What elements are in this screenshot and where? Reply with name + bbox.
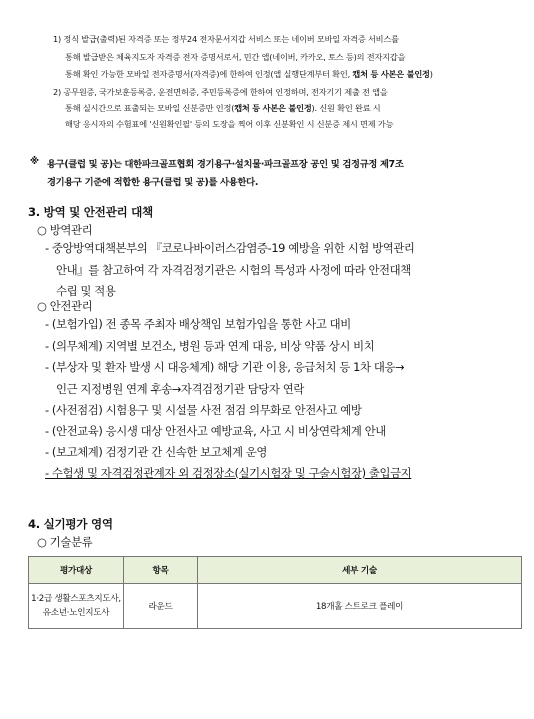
header-target: 평가대상 [29,557,124,584]
subheading-skill-classification: ○ 기술분류 [37,535,93,549]
note-1-line-3 [65,69,433,80]
cell-target [29,584,124,629]
cell-item: 라운드 [124,584,198,629]
note-2-line-3: 해당 응시자의 수험표에 '신원확인필' 등의 도장을 찍어 이후 신분확인 시 신분증 제시 면제 가능 [65,119,394,129]
equipment-note-line-2: 경기용구 기준에 적합한 용구(클럽 및 공)를 사용한다. [47,177,259,188]
note-1-emphasis: 캡처 등 사본은 불인정 [352,69,430,79]
subheading-quarantine: ○ 방역관리 [37,223,93,237]
note-2-line-1: 2) 공무원증, 국가보훈등록증, 운전면허증, 주민등록증에 한하여 인정하며, 전자기기 제출 전 앱을 [53,87,388,97]
safety-item-reporting: - (보고체계) 검정기관 간 신속한 보고체계 운영 [45,445,267,459]
quarantine-item-line-2: 안내』를 참고하여 각 자격검정기관은 시험의 특성과 사정에 따라 안전대책 [56,263,411,277]
subheading-safety: ○ 안전관리 [37,299,93,313]
equipment-note-line-1: 용구(클럽 및 공)는 대한파크골프협회 경기용구·설치물·파크골프장 공인 및 검정규정 제7조 [47,159,404,170]
note-1-line-3-suffix: ) [429,69,433,79]
skill-classification-table [28,556,522,629]
table-header-row [29,557,522,584]
safety-item-emergency-line-1: - (부상자 및 환자 발생 시 대응체계) 해당 기관 이용, 응급처치 등 1차 대응→ [45,360,405,374]
cell-target-line-2: 유소년·노인지도사 [42,608,110,618]
note-2-line-2-prefix: 통해 실시간으로 표출되는 모바일 신분증만 인정( [65,103,235,113]
section-4-title: 4. 실기평가 영역 [28,517,113,531]
reference-mark: ※ [30,156,39,167]
safety-item-education: - (안전교육) 응시생 대상 안전사고 예방교육, 사고 시 비상연락체계 안내 [45,424,386,438]
note-1-line-1: 1) 정식 발급(출력)된 자격증 또는 정부24 전자문서지갑 서비스 또는 네이버 모바일 자격증 서비스를 [53,34,399,44]
safety-item-insurance: - (보험가입) 전 종목 주최자 배상책임 보험가입을 통한 사고 대비 [45,317,351,331]
cell-detail: 18개홀 스트로크 플레이 [198,584,522,629]
header-item: 항목 [124,557,198,584]
table-row [29,584,522,629]
safety-item-access-restriction: - 수험생 및 자격검정관계자 외 검정장소(실기시험장 및 구술시험장) 출입금지 [45,466,412,480]
safety-item-medical: - (의무체계) 지역별 보건소, 병원 등과 연계 대응, 비상 약품 상시 비치 [45,339,375,353]
section-3-title: 3. 방역 및 안전관리 대책 [28,205,153,219]
note-2-emphasis: 캡처 등 사본은 불인정 [234,103,312,113]
safety-item-emergency-line-2: 인근 지정병원 연계 후송→자격검정기관 담당자 연락 [56,382,304,396]
cell-target-line-1: 1·2급 생활스포츠지도사, [31,594,121,604]
note-2-line-2-suffix: ). 신원 확인 완료 시 [311,103,381,113]
note-1-line-3-prefix: 통해 확인 가능한 모바일 전자증명서(자격증)에 한하여 인정(앱 실행단계부터 확인, [65,69,351,79]
note-2-line-2 [65,103,381,114]
quarantine-item-line-1: - 중앙방역대책본부의 『코로나바이러스감염증-19 예방을 위한 시험 방역관리 [45,241,415,255]
header-detail: 세부 기술 [198,557,522,584]
note-1-line-2: 통해 발급받은 체육지도자 자격증 전자 증명서로서, 민간 앱(네이버, 카카오, 토스 등)의 전자지갑을 [65,52,406,62]
quarantine-item-line-3: 수립 및 적용 [56,284,116,298]
safety-item-inspection: - (사전점검) 시험용구 및 시설물 사전 점검 의무화로 안전사고 예방 [45,403,362,417]
